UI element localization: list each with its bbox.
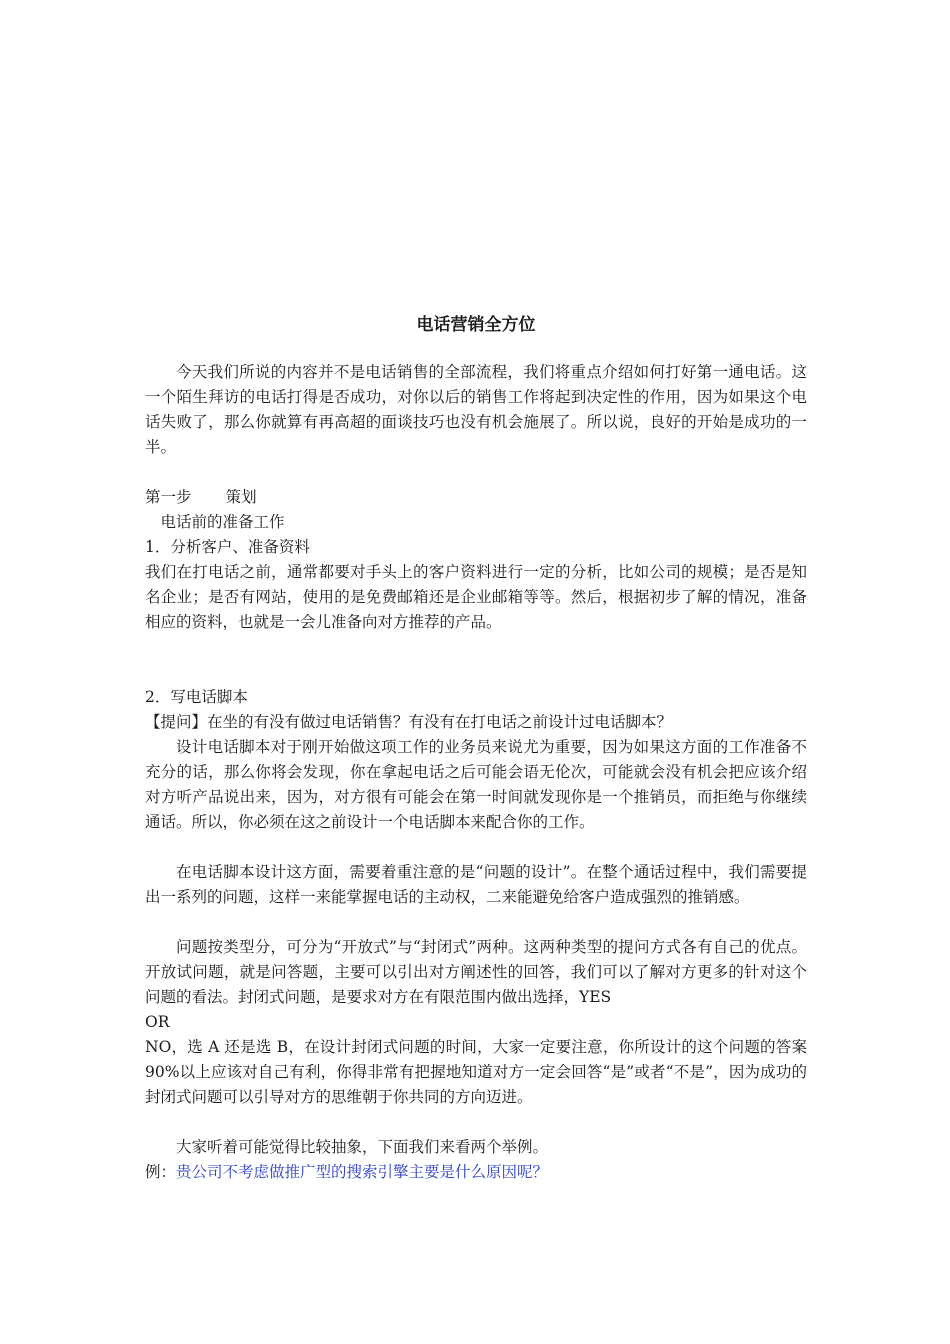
section1-body: 我们在打电话之前，通常都要对手头上的客户资料进行一定的分析，比如公司的规模；是否是知名企业；是否有网站，使用的是免费邮箱还是企业邮箱等等。然后，根据初步了解的情况，准备相应的资料，也就是一会儿准备向对方推荐的产品。 — [145, 563, 807, 631]
intro-paragraph: 今天我们所说的内容并不是电话销售的全部流程，我们将重点介绍如何打好第一通电话。这一个陌生拜访的电话打得是否成功，对你以后的销售工作将起到决定性的作用，因为如果这个电话失败了，那么你就算有再高超的面谈技巧也没有机会施展了。所以说，良好的开始是成功的一半。 — [145, 363, 807, 456]
prep-heading: 电话前的准备工作 — [160, 513, 285, 531]
spacer — [145, 635, 807, 685]
step-title: 策划 — [225, 488, 257, 506]
spacer — [145, 460, 807, 485]
spacer — [145, 910, 807, 935]
spacer — [145, 835, 807, 860]
types-paragraph-c: NO，选 A 还是选 B，在设计封闭式问题的时间，大家一定要注意，你所设计的这个问题的答案 90%以上应该对自己有利，你得非常有把握地知道对方一定会回答“是”或者“不是”，因为成功的封闭式问题可以引导对方的思维朝于你共同的方向迈进。 — [145, 1038, 807, 1106]
types-paragraph-a: 问题按类型分，可分为“开放式”与“封闭式”两种。这两种类型的提问方式各有自己的优点。开放试问题，就是问答题，主要可以引出对方阐述性的回答，我们可以了解对方更多的针对这个问题的看法。封闭式问题，是要求对方在有限范围内做出选择，YES — [145, 938, 807, 1006]
example-text: 贵公司不考虑做推广型的搜索引擎主要是什么原因呢？ — [176, 1163, 549, 1181]
document-page — [145, 312, 807, 1185]
document-title: 电话营销全方位 — [416, 315, 536, 335]
step-label: 第一步 — [145, 488, 192, 506]
question-line: 【提问】在坐的有没有做过电话销售？有没有在打电话之前设计过电话脚本？ — [145, 713, 673, 731]
script-paragraph: 设计电话脚本对于刚开始做这项工作的业务员来说尤为重要，因为如果这方面的工作准备不充分的话，那么你将会发现，你在拿起电话之后可能会语无伦次，可能就会没有机会把应该介绍对方听产品说出来，因为，对方很有可能会在第一时间就发现你是一个推销员，而拒绝与你继续通话。所以，你必须在这之前设计一个电话脚本来配合你的工作。 — [145, 738, 807, 831]
example-line — [145, 1160, 807, 1185]
example-label: 例： — [145, 1163, 177, 1181]
step-heading — [145, 485, 807, 510]
section2-heading: 2．写电话脚本 — [145, 688, 248, 706]
section1-heading: 1．分析客户、准备资料 — [145, 538, 310, 556]
spacer — [145, 1110, 807, 1135]
example-intro: 大家听着可能觉得比较抽象，下面我们来看两个举例。 — [176, 1138, 549, 1156]
design-paragraph: 在电话脚本设计这方面，需要着重注意的是“问题的设计”。在整个通话过程中，我们需要提出一系列的问题，这样一来能掌握电话的主动权，二来能避免给客户造成强烈的推销感。 — [145, 863, 807, 906]
types-paragraph-b: OR — [145, 1013, 170, 1031]
